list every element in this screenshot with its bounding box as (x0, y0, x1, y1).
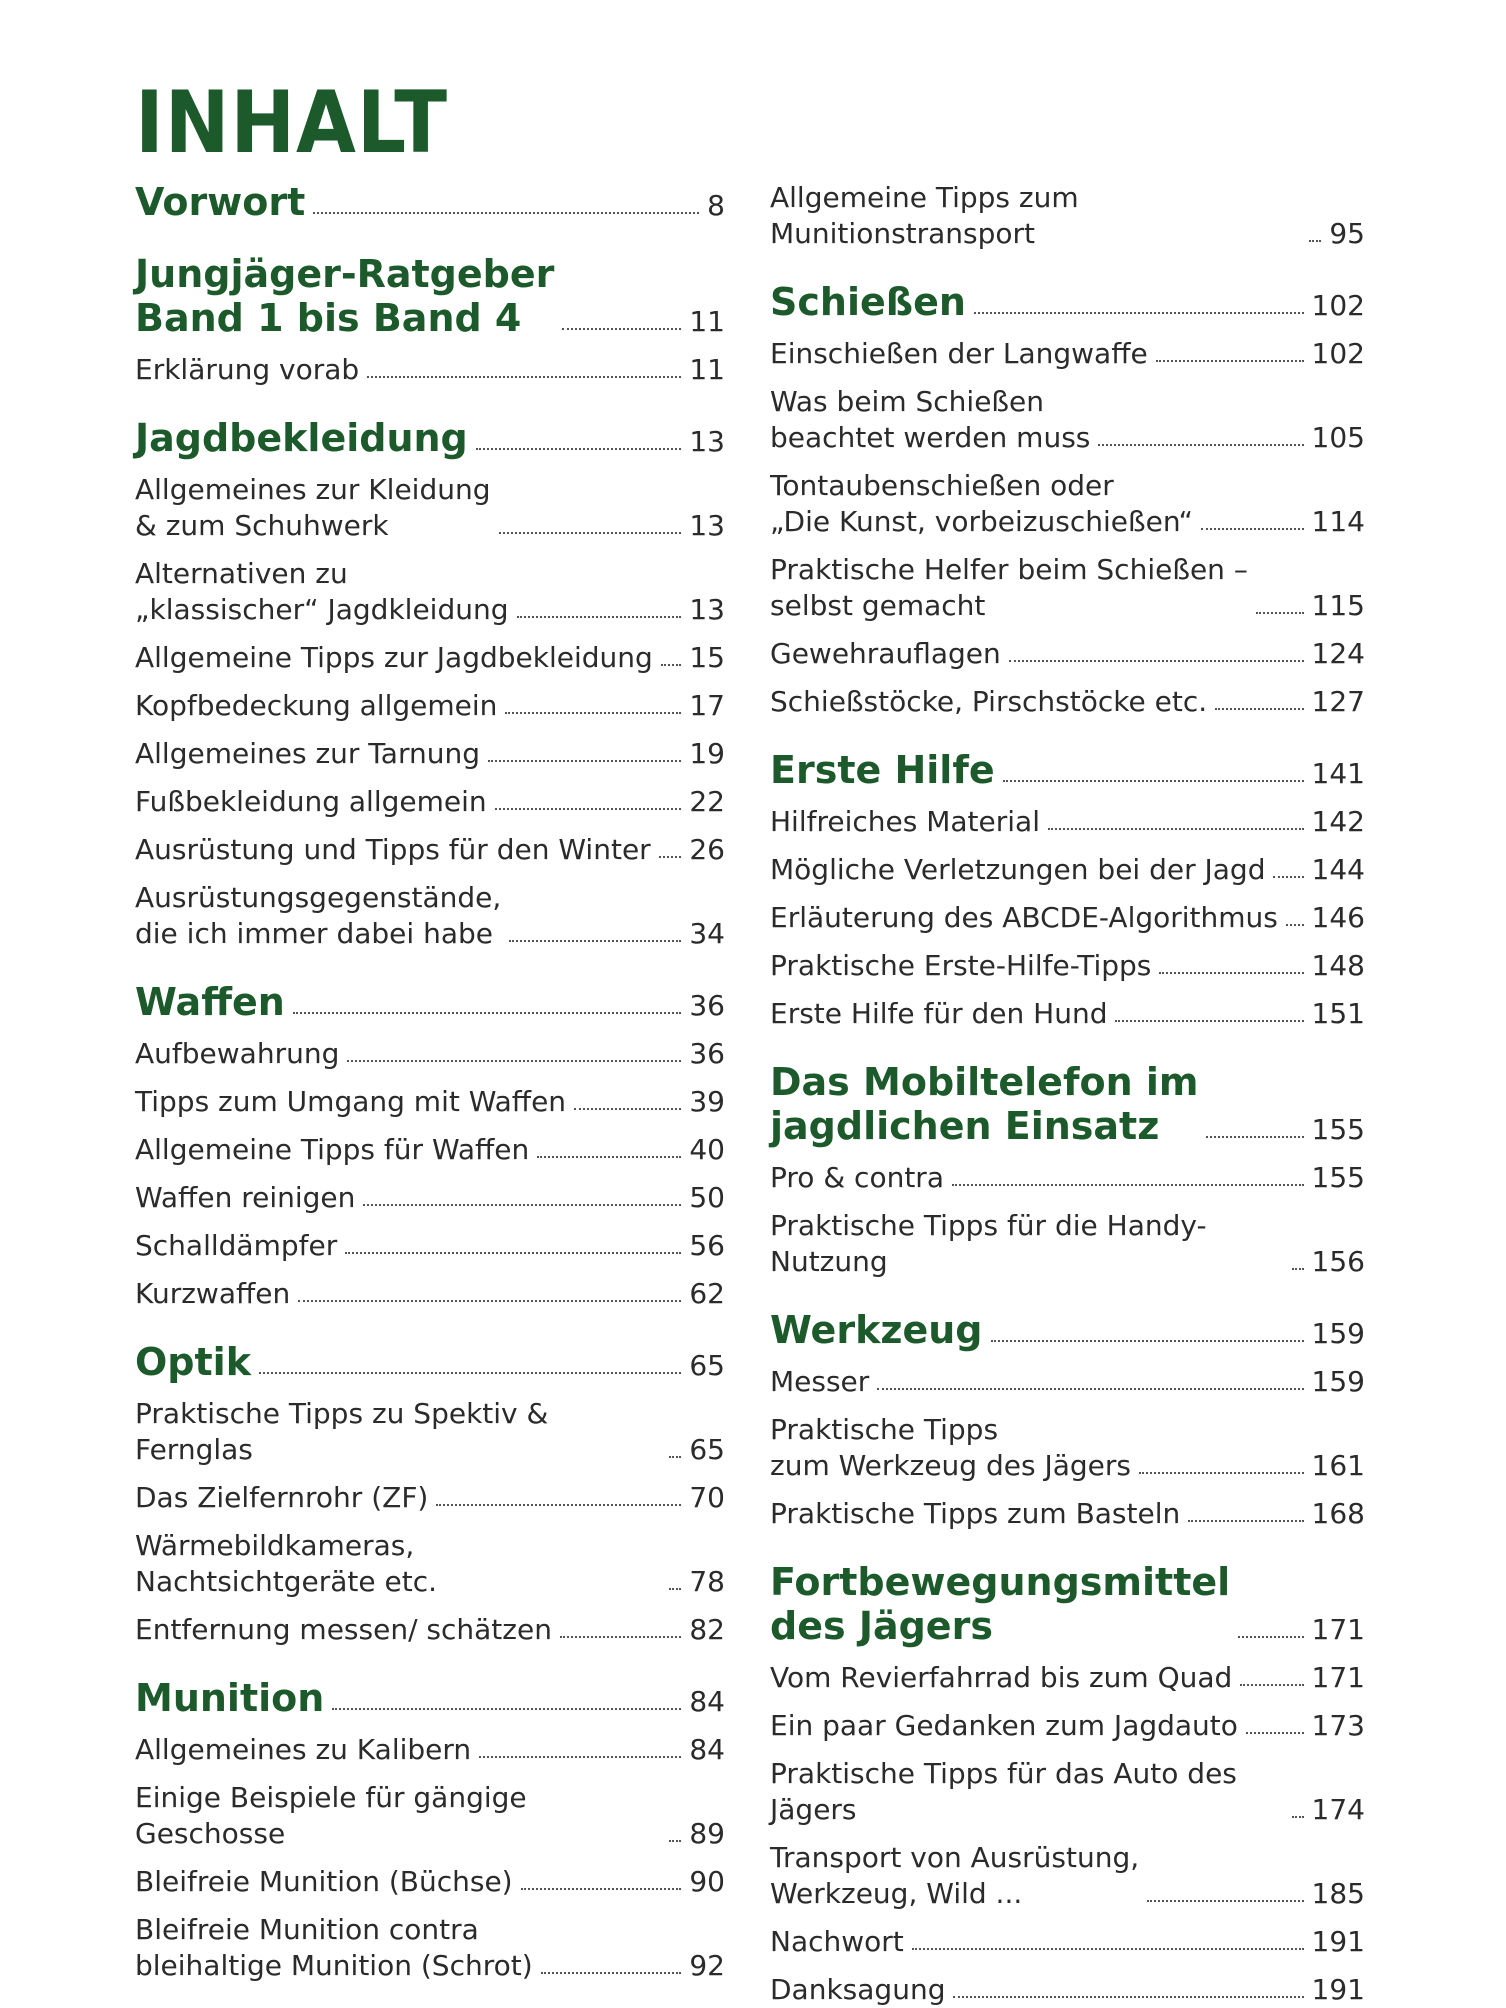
dot-leader (345, 1252, 681, 1254)
toc-page-number: 62 (689, 1277, 725, 1310)
toc-entry[interactable] (135, 1780, 725, 1852)
toc-page-number: 36 (689, 989, 725, 1022)
toc-page-number: 19 (689, 737, 725, 770)
toc-page-number: 173 (1311, 1709, 1365, 1742)
dot-leader (1273, 876, 1303, 878)
toc-page-number: 13 (689, 509, 725, 542)
toc-entry[interactable] (770, 1924, 1365, 1960)
toc-entry[interactable] (770, 684, 1365, 720)
toc-page-number: 11 (689, 305, 725, 338)
toc-entry-label: Allgemeine Tipps zur Jagdbekleidung (135, 641, 653, 674)
toc-page-number: 89 (689, 1817, 725, 1850)
dot-leader (367, 376, 681, 378)
toc-entry[interactable] (770, 1972, 1365, 2008)
dot-leader (1201, 528, 1303, 530)
toc-entry-label: Bleifreie Munition contra bleihaltige Munition (Schrot) (135, 1913, 533, 1982)
dot-leader (1292, 1816, 1304, 1818)
toc-entry[interactable] (770, 852, 1365, 888)
toc-entry[interactable] (770, 1364, 1365, 1400)
toc-entry[interactable] (770, 180, 1365, 252)
dot-leader (1309, 240, 1321, 242)
dot-leader (1159, 972, 1303, 974)
toc-entry[interactable] (135, 640, 725, 676)
dot-leader (912, 1948, 1304, 1950)
dot-leader (1048, 828, 1304, 830)
dot-leader (1098, 444, 1303, 446)
toc-entry-label: Tipps zum Umgang mit Waffen (135, 1085, 567, 1118)
dot-leader (1009, 660, 1304, 662)
toc-page-number: 36 (689, 1037, 725, 1070)
toc-section-entry[interactable] (770, 1060, 1365, 1148)
toc-entry[interactable] (770, 996, 1365, 1032)
toc-entry-label: Das Zielfernrohr (ZF) (135, 1481, 429, 1514)
dot-leader (952, 1184, 1304, 1186)
toc-page-number: 34 (689, 917, 725, 950)
toc-entry[interactable] (770, 1208, 1365, 1280)
dot-leader (560, 1636, 681, 1638)
toc-page-number: 141 (1311, 757, 1365, 790)
toc-page-number: 127 (1311, 685, 1365, 718)
toc-entry-label: Tontaubenschießen oder „Die Kunst, vorbeizuschießen“ (770, 469, 1194, 538)
toc-page-number: 185 (1311, 1877, 1365, 1910)
dot-leader (1188, 1520, 1303, 1522)
toc-section-entry[interactable] (135, 980, 725, 1024)
dot-leader (1215, 708, 1303, 710)
dot-leader (991, 1340, 1304, 1342)
dot-leader (1139, 1472, 1304, 1474)
dot-leader (1292, 1268, 1304, 1270)
toc-entry-label: Fortbewegungsmittel des Jägers (770, 1560, 1231, 1648)
toc-section-entry[interactable] (135, 1340, 725, 1384)
toc-page-number: 40 (689, 1133, 725, 1166)
toc-page-number: 17 (689, 689, 725, 722)
toc-page-number: 15 (689, 641, 725, 674)
toc-entry-label: Praktische Tipps zu Spektiv & Fernglas (135, 1397, 549, 1466)
dot-leader (259, 1372, 681, 1374)
dot-leader (298, 1300, 681, 1302)
dot-leader (974, 312, 1304, 314)
toc-entry-label: Aufbewahrung (135, 1037, 340, 1070)
toc-section-entry[interactable] (135, 252, 725, 340)
toc-page-number: 151 (1311, 997, 1365, 1030)
toc-entry-label: Ausrüstung und Tipps für den Winter (135, 833, 651, 866)
toc-page-number: 26 (689, 833, 725, 866)
toc-entry[interactable] (135, 352, 725, 388)
dot-leader (953, 1996, 1303, 1998)
toc-page-number: 161 (1311, 1449, 1365, 1482)
dot-leader (293, 1012, 682, 1014)
toc-entry-label: Allgemeines zur Tarnung (135, 737, 480, 770)
toc-entry-label: Alternativen zu „klassischer“ Jagdkleidung (135, 557, 509, 626)
toc-entry-label: Praktische Tipps für die Handy-Nutzung (770, 1209, 1207, 1278)
dot-leader (574, 1108, 681, 1110)
toc-entry[interactable] (770, 1496, 1365, 1532)
dot-leader (1115, 1020, 1303, 1022)
toc-page-number: 82 (689, 1613, 725, 1646)
toc-entry-label: Erste Hilfe (770, 748, 995, 792)
toc-page-number: 156 (1311, 1245, 1365, 1278)
dot-leader (669, 1588, 681, 1590)
toc-entry[interactable] (770, 1412, 1365, 1484)
toc-page-number: 70 (689, 1481, 725, 1514)
toc-page-number: 144 (1311, 853, 1365, 886)
toc-page-number: 65 (689, 1433, 725, 1466)
dot-leader (1206, 1136, 1303, 1138)
toc-page-number: 39 (689, 1085, 725, 1118)
toc-page-number: 92 (689, 1949, 725, 1982)
dot-leader (479, 1756, 681, 1758)
dot-leader (541, 1972, 682, 1974)
toc-entry[interactable] (770, 948, 1365, 984)
toc-entry[interactable] (135, 1228, 725, 1264)
toc-section-entry[interactable] (770, 1308, 1365, 1352)
toc-entry[interactable] (135, 1612, 725, 1648)
dot-leader (661, 664, 682, 666)
toc-column-right (770, 180, 1365, 2008)
toc-page-number: 95 (1329, 217, 1365, 250)
toc-entry-label: Kurzwaffen (135, 1277, 291, 1310)
toc-entry[interactable] (135, 556, 725, 628)
toc-entry-label: Schießstöcke, Pirschstöcke etc. (770, 685, 1208, 718)
dot-leader (363, 1204, 681, 1206)
toc-entry-label: Vom Revierfahrrad bis zum Quad (770, 1661, 1233, 1694)
toc-entry-label: Mögliche Verletzungen bei der Jagd (770, 853, 1266, 886)
toc-section-entry[interactable] (135, 180, 725, 224)
dot-leader (476, 448, 682, 450)
toc-page-number: 191 (1311, 1925, 1365, 1958)
toc-entry-label: Erklärung vorab (135, 353, 360, 386)
toc-entry[interactable] (770, 468, 1365, 540)
toc-entry-label: Optik (135, 1340, 251, 1384)
toc-entry[interactable] (770, 1756, 1365, 1828)
toc-page-number: 84 (689, 1685, 725, 1718)
dot-leader (436, 1504, 681, 1506)
toc-entry[interactable] (770, 1840, 1365, 1912)
toc-entry-label: Erste Hilfe für den Hund (770, 997, 1108, 1030)
toc-page-number: 8 (707, 189, 725, 222)
toc-page-number: 13 (689, 593, 725, 626)
dot-leader (517, 616, 682, 618)
toc-entry[interactable] (135, 1132, 725, 1168)
toc-entry[interactable] (135, 1912, 725, 1984)
dot-leader (1246, 1732, 1304, 1734)
toc-entry-label: Transport von Ausrüstung, Werkzeug, Wild ... (770, 1841, 1140, 1910)
dot-leader (1147, 1900, 1303, 1902)
toc-page-number: 78 (689, 1565, 725, 1598)
toc-entry-label: Werkzeug (770, 1308, 983, 1352)
toc-entry[interactable] (135, 1864, 725, 1900)
toc-section-entry[interactable] (770, 280, 1365, 324)
toc-section-entry[interactable] (135, 416, 725, 460)
toc-entry[interactable] (770, 636, 1365, 672)
dot-leader (499, 532, 682, 534)
toc-page-number: 159 (1311, 1365, 1365, 1398)
toc-entry[interactable] (135, 736, 725, 772)
toc-page-number: 50 (689, 1181, 725, 1214)
toc-entry-label: Erläuterung des ABCDE-Algorithmus (770, 901, 1278, 934)
toc-entry[interactable] (135, 1276, 725, 1312)
toc-entry-label: Das Mobiltelefon im jagdlichen Einsatz (770, 1060, 1199, 1148)
dot-leader (1240, 1684, 1303, 1686)
toc-entry[interactable] (135, 1528, 725, 1600)
toc-entry-label: Nachwort (770, 1925, 904, 1958)
toc-entry-label: Allgemeines zu Kalibern (135, 1733, 472, 1766)
toc-page-number: 159 (1311, 1317, 1365, 1350)
toc-entry-label: Messer (770, 1365, 870, 1398)
dot-leader (537, 1156, 681, 1158)
toc-entry[interactable] (135, 1396, 725, 1468)
toc-entry[interactable] (135, 1084, 725, 1120)
toc-entry-label: Jagdbekleidung (135, 416, 468, 460)
toc-page-number: 102 (1311, 289, 1365, 322)
toc-page-number: 11 (689, 353, 725, 386)
toc-section-entry[interactable] (135, 1676, 725, 1720)
dot-leader (495, 808, 682, 810)
toc-entry[interactable] (770, 900, 1365, 936)
toc-entry-label: Waffen reinigen (135, 1181, 356, 1214)
dot-leader (1156, 360, 1304, 362)
toc-page-number: 168 (1311, 1497, 1365, 1530)
toc-entry-label: Gewehrauflagen (770, 637, 1001, 670)
toc-entry-label: Waffen (135, 980, 285, 1024)
toc-entry-label: Praktische Tipps zum Basteln (770, 1497, 1181, 1530)
toc-entry[interactable] (135, 1036, 725, 1072)
toc-entry-label: Ausrüstungsgegenstände, die ich immer dabei habe (135, 881, 502, 950)
toc-page-number: 155 (1311, 1161, 1365, 1194)
toc-column-left (135, 180, 725, 1984)
toc-entry[interactable] (770, 1660, 1365, 1696)
toc-entry-label: Schießen (770, 280, 966, 324)
toc-entry-label: Praktische Tipps für das Auto des Jägers (770, 1757, 1237, 1826)
toc-page-number: 90 (689, 1865, 725, 1898)
toc-page-number: 102 (1311, 337, 1365, 370)
toc-entry[interactable] (135, 1180, 725, 1216)
toc-entry-label: Allgemeine Tipps zum Munitionstransport (770, 181, 1079, 250)
toc-entry[interactable] (135, 832, 725, 868)
toc-page-number: 84 (689, 1733, 725, 1766)
toc-page-number: 146 (1311, 901, 1365, 934)
dot-leader (877, 1388, 1303, 1390)
toc-entry-label: Munition (135, 1676, 325, 1720)
toc-page-number: 65 (689, 1349, 725, 1382)
toc-entry[interactable] (770, 552, 1365, 624)
toc-entry[interactable] (770, 804, 1365, 840)
toc-entry-label: Fußbekleidung allgemein (135, 785, 487, 818)
toc-entry-label: Vorwort (135, 180, 306, 224)
toc-entry[interactable] (770, 1708, 1365, 1744)
toc-entry-label: Allgemeines zur Kleidung & zum Schuhwerk (135, 473, 491, 542)
dot-leader (562, 328, 681, 330)
toc-entry[interactable] (135, 880, 725, 952)
dot-leader (509, 940, 681, 942)
toc-entry-label: Einige Beispiele für gängige Geschosse (135, 1781, 527, 1850)
dot-leader (521, 1888, 682, 1890)
toc-page-number: 115 (1311, 589, 1365, 622)
toc-page-number: 114 (1311, 505, 1365, 538)
toc-entry-label: Was beim Schießen beachtet werden muss (770, 385, 1091, 454)
toc-entry-label: Pro & contra (770, 1161, 944, 1194)
toc-entry-label: Einschießen der Langwaffe (770, 337, 1148, 370)
toc-page-number: 105 (1311, 421, 1365, 454)
toc-page-number: 56 (689, 1229, 725, 1262)
toc-page-number: 142 (1311, 805, 1365, 838)
dot-leader (332, 1708, 681, 1710)
toc-page-number: 148 (1311, 949, 1365, 982)
toc-entry[interactable] (135, 784, 725, 820)
toc-page-number: 174 (1311, 1793, 1365, 1826)
toc-entry[interactable] (135, 688, 725, 724)
toc-page-number: 155 (1311, 1113, 1365, 1146)
toc-page-number: 171 (1311, 1661, 1365, 1694)
toc-section-entry[interactable] (770, 748, 1365, 792)
toc-page-number: 22 (689, 785, 725, 818)
toc-entry-label: Wärmebildkameras, Nachtsichtgeräte etc. (135, 1529, 437, 1598)
toc-entry-label: Jungjäger-Ratgeber Band 1 bis Band 4 (135, 252, 555, 340)
dot-leader (313, 212, 699, 214)
dot-leader (1238, 1636, 1303, 1638)
toc-entry-label: Allgemeine Tipps für Waffen (135, 1133, 530, 1166)
toc-page-number: 171 (1311, 1613, 1365, 1646)
toc-entry-label: Kopfbedeckung allgemein (135, 689, 498, 722)
dot-leader (659, 856, 682, 858)
toc-entry[interactable] (135, 472, 725, 544)
toc-entry-label: Hilfreiches Material (770, 805, 1040, 838)
toc-entry-label: Schalldämpfer (135, 1229, 338, 1262)
toc-entry[interactable] (770, 384, 1365, 456)
dot-leader (1286, 924, 1304, 926)
toc-entry[interactable] (770, 336, 1365, 372)
toc-page-number: 124 (1311, 637, 1365, 670)
toc-page-number: 13 (689, 425, 725, 458)
dot-leader (347, 1060, 681, 1062)
dot-leader (488, 760, 681, 762)
toc-entry[interactable] (770, 1160, 1365, 1196)
dot-leader (505, 712, 681, 714)
toc-entry-label: Ein paar Gedanken zum Jagdauto (770, 1709, 1238, 1742)
dot-leader (1003, 780, 1304, 782)
toc-entry-label: Danksagung (770, 1973, 946, 2006)
toc-page-number: 191 (1311, 1973, 1365, 2006)
toc-entry-label: Praktische Erste-Hilfe-Tipps (770, 949, 1152, 982)
toc-entry-label: Entfernung messen/ schätzen (135, 1613, 552, 1646)
toc-entry-label: Praktische Helfer beim Schießen – selbst gemacht (770, 553, 1248, 622)
toc-entry[interactable] (135, 1480, 725, 1516)
toc-entry-label: Praktische Tipps zum Werkzeug des Jägers (770, 1413, 1131, 1482)
dot-leader (1256, 612, 1304, 614)
dot-leader (669, 1456, 681, 1458)
page-title: INHALT (135, 73, 448, 173)
toc-section-entry[interactable] (770, 1560, 1365, 1648)
toc-entry-label: Bleifreie Munition (Büchse) (135, 1865, 513, 1898)
toc-entry[interactable] (135, 1732, 725, 1768)
dot-leader (669, 1840, 681, 1842)
